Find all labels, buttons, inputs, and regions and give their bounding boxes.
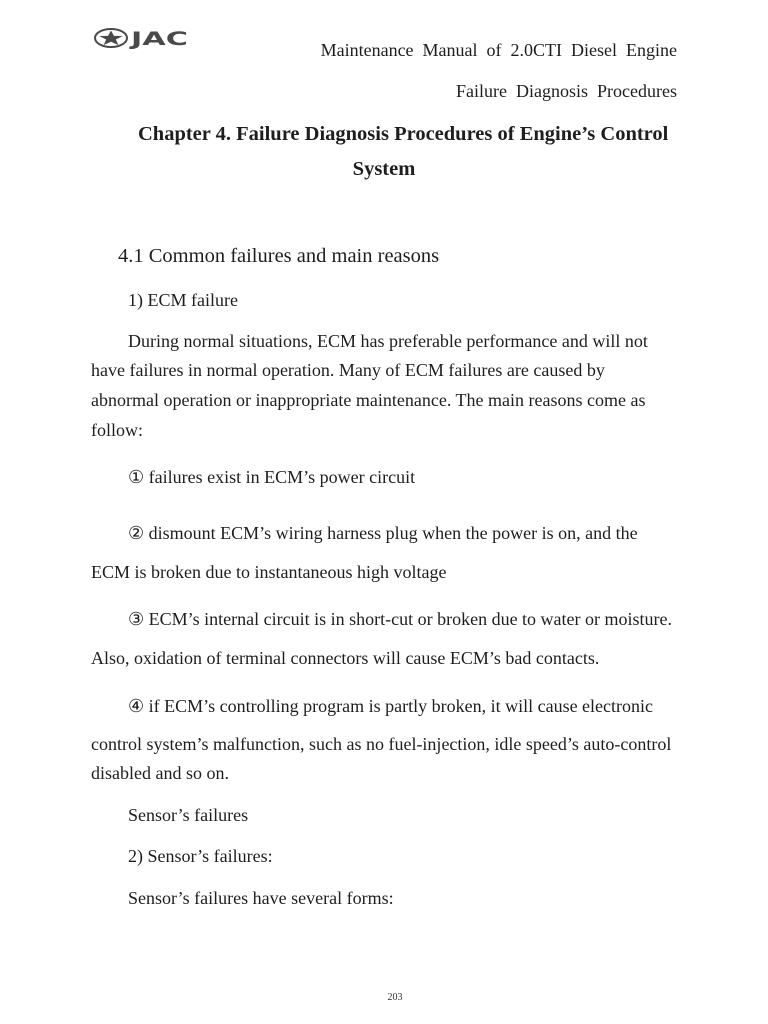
reason-item-3-continuation: Also, oxidation of terminal connectors will cause ECM’s bad contacts. xyxy=(91,648,600,668)
jac-logo xyxy=(93,26,191,50)
reason-item-2: ② dismount ECM’s wiring harness plug when the power is on, and the xyxy=(128,523,638,543)
paragraph-line: have failures in normal operation. Many of ECM failures are caused by xyxy=(91,360,605,380)
subheading-sensor-failures: 2) Sensor’s failures: xyxy=(128,846,273,866)
star-in-oval-icon xyxy=(95,29,127,47)
paragraph-line: During normal situations, ECM has preferable performance and will not xyxy=(128,331,648,351)
chapter-title-line-1: Chapter 4. Failure Diagnosis Procedures of Engine’s Control xyxy=(138,123,669,145)
chapter-title-line-2: System xyxy=(352,158,416,180)
logo-wordmark: JAC xyxy=(127,28,188,50)
sensor-failures-label: Sensor’s failures xyxy=(128,805,249,825)
reason-item-2-continuation: ECM is broken due to instantaneous high voltage xyxy=(91,562,447,582)
paragraph-line: abnormal operation or inappropriate maintenance. The main reasons come as xyxy=(91,390,646,410)
subheading-ecm-failure: 1) ECM failure xyxy=(128,290,238,310)
reason-item-1: ① failures exist in ECM’s power circuit xyxy=(128,467,416,487)
reason-item-4-continuation: control system’s malfunction, such as no fuel-injection, idle speed’s auto-control xyxy=(91,734,672,754)
sensor-failures-intro: Sensor’s failures have several forms: xyxy=(128,888,394,908)
reason-item-4-continuation: disabled and so on. xyxy=(91,763,229,783)
page-number: 203 xyxy=(387,992,403,1003)
running-section-title: Failure Diagnosis Procedures xyxy=(456,81,677,101)
section-heading: 4.1 Common failures and main reasons xyxy=(118,245,440,267)
reason-item-4: ④ if ECM’s controlling program is partly broken, it will cause electronic xyxy=(128,696,654,716)
paragraph-line: follow: xyxy=(91,420,143,440)
manual-title: Maintenance Manual of 2.0CTI Diesel Engine xyxy=(320,40,677,60)
reason-item-3: ③ ECM’s internal circuit is in short-cut or broken due to water or moisture. xyxy=(128,609,673,629)
